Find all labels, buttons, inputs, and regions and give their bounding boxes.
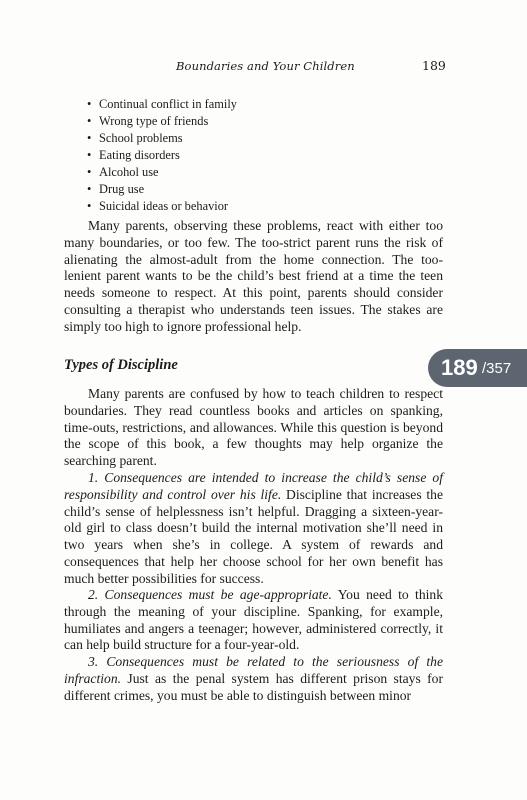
page-number: 189: [422, 58, 446, 73]
problem-list: [87, 96, 237, 215]
list-item: • Alcohol use: [87, 164, 237, 181]
body-paragraph: [64, 587, 443, 654]
list-item: • Wrong type of friends: [87, 113, 237, 130]
page-progress-badge[interactable]: [428, 349, 527, 387]
body-paragraph: Many parents are confused by how to teach children to respect boundaries. They read countless books and articles on spanking, time-outs, restrictions, and allowances. While this question is beyond the scope of this book, a few thoughts may help organize the searching parent.: [64, 386, 443, 469]
current-page-number: 189: [441, 355, 478, 380]
list-item: • Continual conflict in family: [87, 96, 237, 113]
body-paragraph: [64, 470, 443, 588]
list-item: • Eating disorders: [87, 147, 237, 164]
list-item: • Suicidal ideas or behavior: [87, 198, 237, 215]
rule-body: You need to think through the meaning of your discipline. Spanking, for example, humiliates and angers a teenager; however, administered correctly, it can help build structure for a four-year-old.: [64, 587, 443, 653]
total-pages: /357: [482, 360, 512, 377]
body-paragraph: [64, 654, 443, 704]
rule-body: Discipline that increases the child’s sense of helplessness isn’t helpful. Dragging a sixteen-year-old girl to class doesn’t build the internal motivation she’ll need in two years when she’s in college. A system of rewards and consequences that help her choose school for her own benefit has much better possibilities for success.: [64, 486, 443, 586]
body-paragraph: Many parents, observing these problems, react with either too many boundaries, or too few. The too-strict parent runs the risk of alienating the almost-adult from the home connection. The too-lenient parent wants to be the child’s best friend at a time the teen needs someone to respect. At this point, parents should consider consulting a therapist who understands teen issues. The stakes are simply too high to ignore professional help.: [64, 218, 443, 334]
rule-lead-in: 1. Consequences are intended to increase the child’s sense of responsibility and control over his life.: [64, 470, 443, 502]
list-item: • Drug use: [87, 181, 237, 198]
rule-lead-in: 2. Consequences must be age-appropriate.: [88, 587, 332, 602]
list-item: • School problems: [87, 130, 237, 147]
rule-body: Just as the penal system has different prison stays for different crimes, you must be able to distinguish between minor: [64, 670, 443, 703]
rule-lead-in: 3. Consequences must be related to the seriousness of the infraction.: [64, 654, 443, 686]
running-title: Boundaries and Your Children: [176, 59, 355, 73]
section-heading: Types of Discipline: [64, 357, 178, 373]
